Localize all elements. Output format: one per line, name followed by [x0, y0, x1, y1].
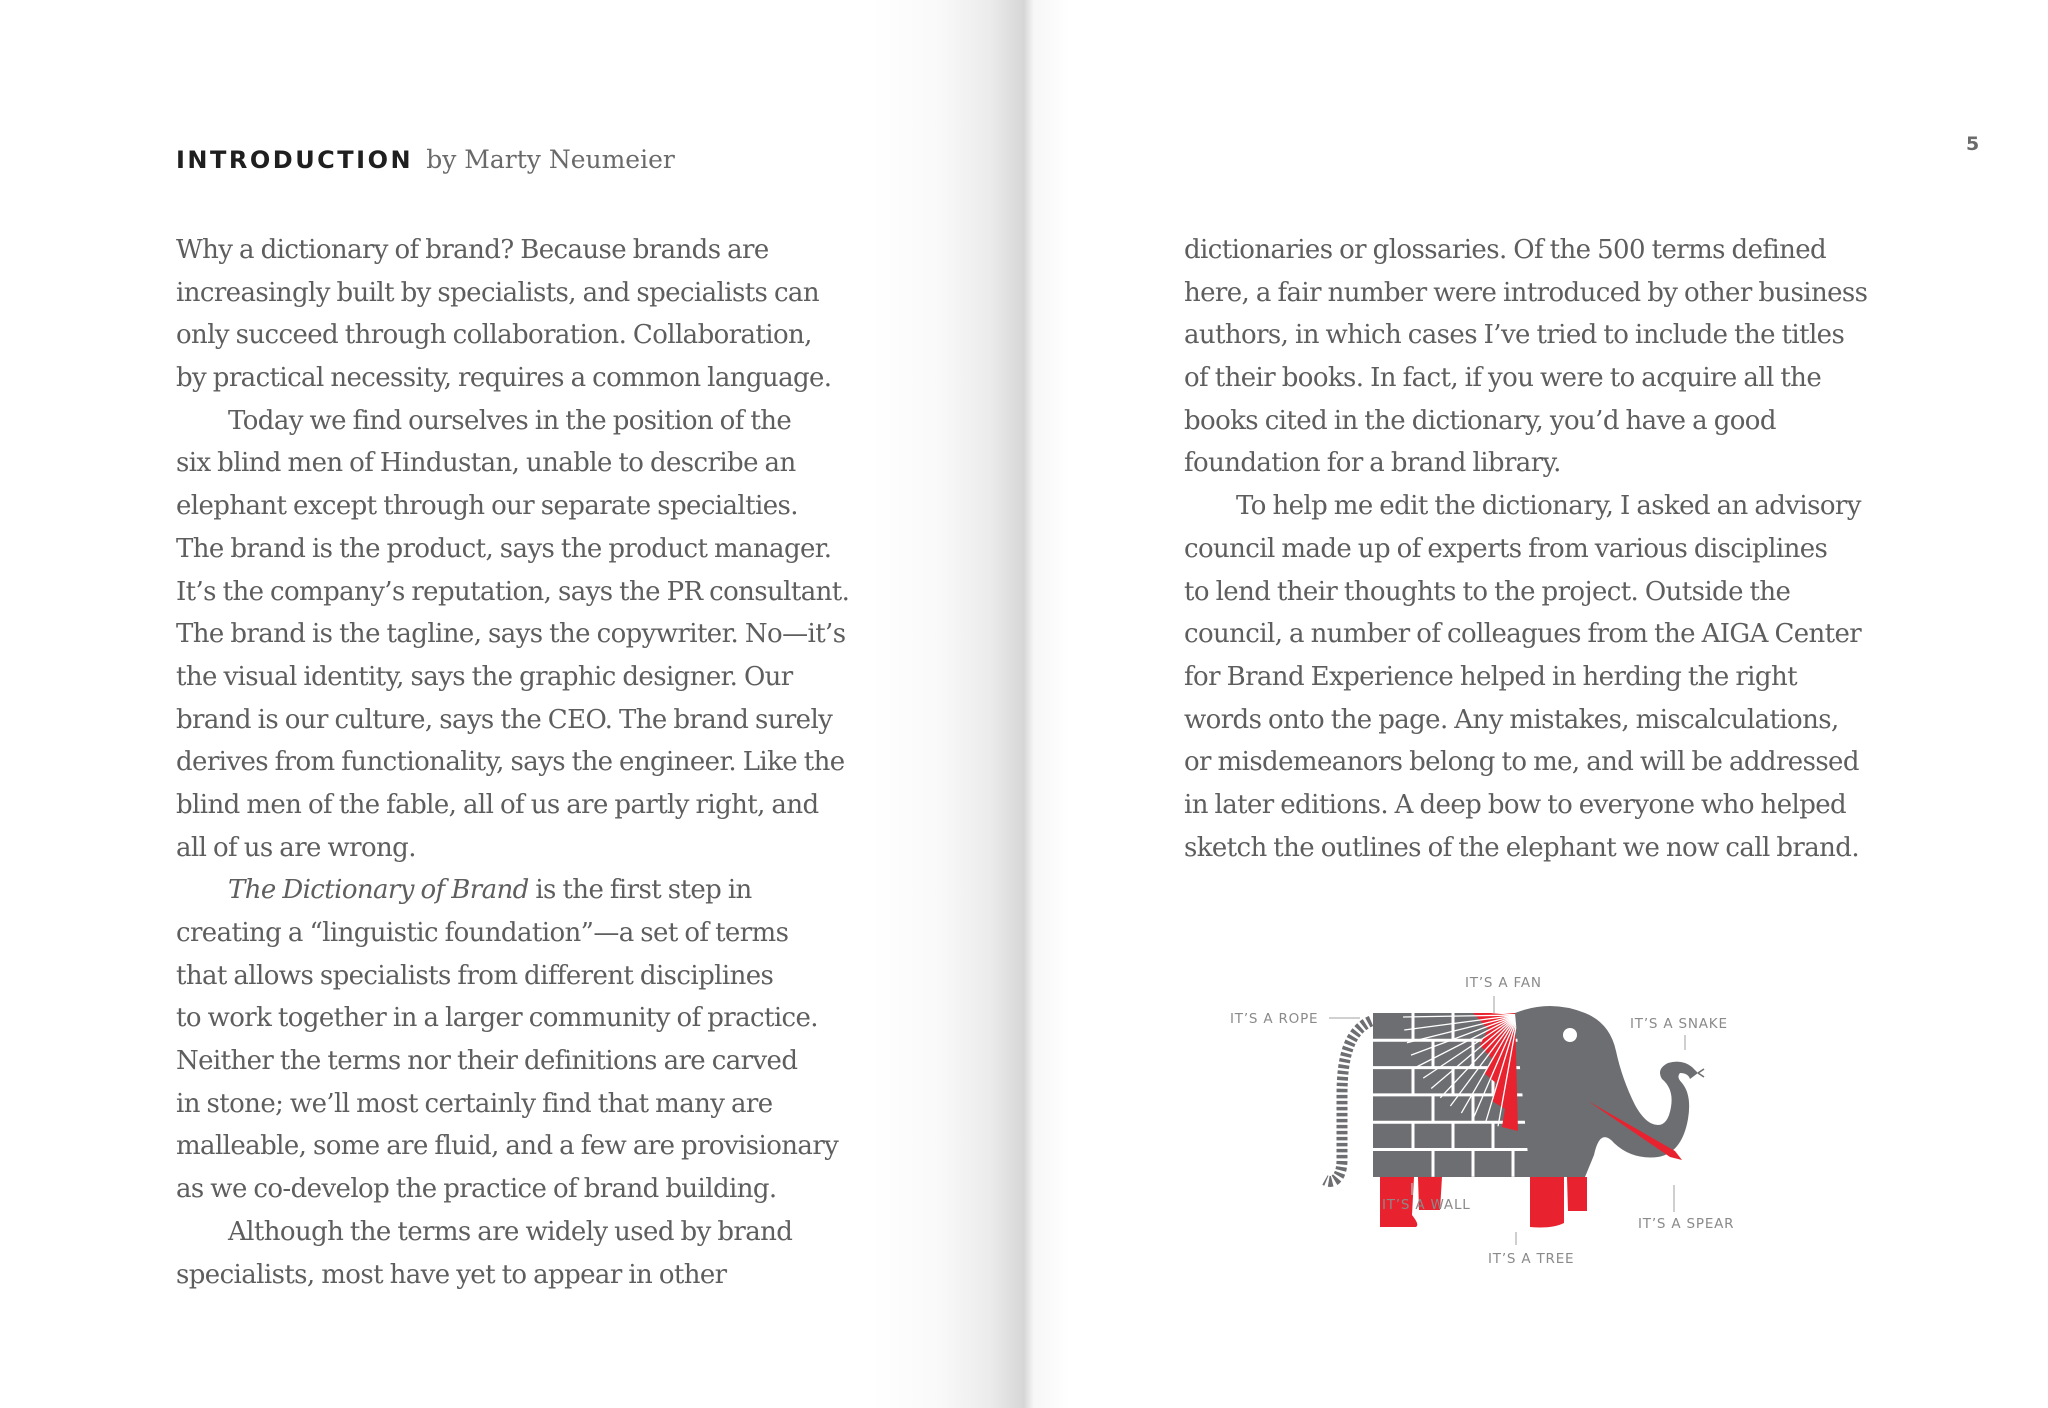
text-line: [176, 1125, 896, 1168]
text-line: [176, 442, 896, 485]
text-line-content: in stone; we’ll most certainly find that many are: [176, 1088, 773, 1119]
text-line: [176, 314, 896, 357]
text-line: [1184, 485, 1904, 528]
text-line: [176, 827, 896, 870]
text-line: [176, 656, 896, 699]
text-line: [176, 997, 896, 1040]
text-line: [176, 485, 896, 528]
text-line: [176, 1083, 896, 1126]
text-line-content: in later editions. A deep bow to everyone who helped: [1184, 789, 1847, 820]
snake-tongue: [1698, 1069, 1704, 1077]
text-line-content: that allows specialists from different disciplines: [176, 960, 774, 991]
text-line: [1184, 442, 1904, 485]
text-line-content: to lend their thoughts to the project. Outside the: [1184, 576, 1791, 607]
text-line-content: The brand is the product, says the product manager.: [176, 533, 832, 564]
left-text-column: [176, 229, 896, 1296]
text-line-content: or misdemeanors belong to me, and will be addressed: [1184, 747, 1859, 778]
text-line-content: The brand is the tagline, says the copywriter. No—it’s: [176, 619, 846, 650]
text-line-content: council made up of experts from various disciplines: [1184, 533, 1828, 564]
text-line-content: all of us are wrong.: [176, 832, 416, 863]
text-line: [176, 741, 896, 784]
text-line-content: derives from functionality, says the engineer. Like the: [176, 747, 845, 778]
text-line-content: Today we find ourselves in the position of the: [228, 405, 792, 436]
text-line-content: Neither the terms nor their definitions are carved: [176, 1046, 798, 1077]
text-line: [176, 912, 896, 955]
text-line: [176, 571, 896, 614]
label-fan: IT’S A FAN: [1465, 975, 1542, 991]
text-line: [1184, 656, 1904, 699]
text-line-content: authors, in which cases I’ve tried to include the titles: [1184, 320, 1845, 351]
label-snake: IT’S A SNAKE: [1630, 1016, 1728, 1032]
text-line-content: specialists, most have yet to appear in other: [176, 1259, 727, 1290]
text-line-content: is the first step in: [528, 875, 752, 906]
page-number: 5: [1966, 133, 1980, 155]
text-line-content: as we co-develop the practice of brand building.: [176, 1174, 777, 1205]
text-line: [1184, 827, 1904, 870]
text-line: [1184, 571, 1904, 614]
text-line: [176, 229, 896, 272]
text-line-content: by practical necessity, requires a common language.: [176, 363, 832, 394]
text-line-content: malleable, some are fluid, and a few are provisionary: [176, 1131, 839, 1162]
text-line: [176, 869, 896, 912]
chapter-title: INTRODUCTION: [176, 146, 414, 174]
text-line: [176, 955, 896, 998]
leg-back-right: [1567, 1177, 1587, 1211]
text-line-content: elephant except through our separate specialties.: [176, 491, 798, 522]
text-line: [176, 528, 896, 571]
text-line-content: for Brand Experience helped in herding the right: [1184, 661, 1797, 692]
label-rope: IT’S A ROPE: [1230, 1011, 1319, 1027]
text-line: [176, 1168, 896, 1211]
leg-back-left: [1530, 1177, 1564, 1228]
text-line-content: blind men of the fable, all of us are partly right, and: [176, 789, 819, 820]
text-line-content: here, a fair number were introduced by other business: [1184, 277, 1868, 308]
text-line-content: books cited in the dictionary, you’d have a good: [1184, 405, 1776, 436]
label-tree: IT’S A TREE: [1488, 1251, 1575, 1267]
rope-tail: [1325, 1021, 1371, 1181]
text-line-content: To help me edit the dictionary, I asked an advisory: [1236, 491, 1861, 522]
text-line-content: sketch the outlines of the elephant we now call brand.: [1184, 832, 1859, 863]
text-line: [176, 357, 896, 400]
label-spear: IT’S A SPEAR: [1638, 1216, 1735, 1232]
text-line: [176, 272, 896, 315]
text-line-content: council, a number of colleagues from the AIGA Center: [1184, 619, 1862, 650]
text-line-content: to work together in a larger community of practice.: [176, 1003, 818, 1034]
text-line: [1184, 613, 1904, 656]
text-line-content: words onto the page. Any mistakes, miscalculations,: [1184, 704, 1839, 735]
book-title-italic: The Dictionary of Brand: [228, 875, 529, 906]
text-line: [176, 400, 896, 443]
text-line-content: foundation for a brand library.: [1184, 448, 1561, 479]
page-gutter-shadow: [870, 0, 1070, 1408]
text-line-content: creating a “linguistic foundation”—a set of terms: [176, 918, 789, 948]
label-wall: IT’S A WALL: [1382, 1197, 1471, 1213]
text-line-content: dictionaries or glossaries. Of the 500 terms defined: [1184, 235, 1827, 265]
text-line: [1184, 741, 1904, 784]
right-text-column: [1184, 229, 1904, 869]
text-line: [1184, 272, 1904, 315]
text-line: [1184, 528, 1904, 571]
text-line: [1184, 400, 1904, 443]
elephant-eye: [1563, 1028, 1577, 1042]
text-line: [176, 1040, 896, 1083]
text-line: [176, 784, 896, 827]
text-line: [176, 1211, 896, 1254]
text-line-content: brand is our culture, says the CEO. The brand surely: [176, 704, 833, 735]
text-line-content: only succeed through collaboration. Collaboration,: [176, 320, 812, 351]
text-line-content: six blind men of Hindustan, unable to describe an: [176, 448, 796, 479]
text-line: [176, 699, 896, 742]
text-line: [1184, 784, 1904, 827]
text-line-content: the visual identity, says the graphic designer. Our: [176, 661, 793, 692]
text-line: [1184, 229, 1904, 272]
text-line-content: Although the terms are widely used by brand: [228, 1216, 793, 1247]
chapter-byline: by Marty Neumeier: [426, 145, 675, 174]
elephant-illustration: [1230, 955, 1840, 1270]
text-line-content: of their books. In fact, if you were to acquire all the: [1184, 363, 1822, 394]
text-line-content: increasingly built by specialists, and specialists can: [176, 277, 819, 308]
text-line-content: It’s the company’s reputation, says the PR consultant.: [176, 576, 850, 607]
text-line-content: Why a dictionary of brand? Because brands are: [176, 235, 769, 265]
chapter-header: [176, 145, 675, 174]
text-line: [1184, 314, 1904, 357]
text-line: [176, 613, 896, 656]
text-line: [1184, 357, 1904, 400]
text-line: [1184, 699, 1904, 742]
text-line: [176, 1254, 896, 1297]
